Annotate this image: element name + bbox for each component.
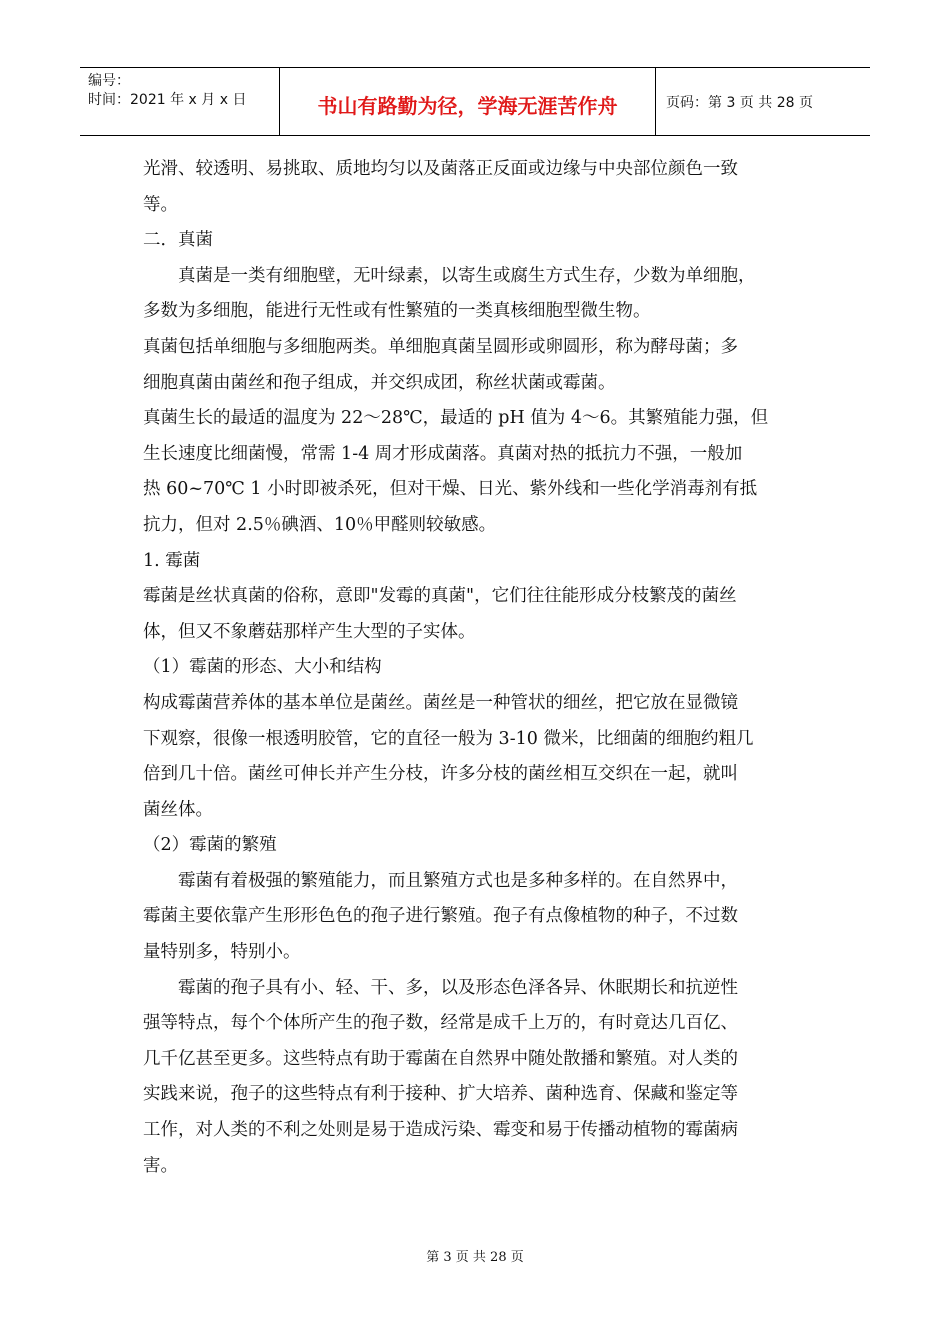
body-line: 霉菌主要依靠产生形形色色的孢子进行繁殖。孢子有点像植物的种子，不过数 xyxy=(143,906,738,927)
section-heading: 二．真菌 xyxy=(143,230,213,251)
header-meta xyxy=(80,68,280,135)
body-line: 害。 xyxy=(143,1155,178,1176)
number-label: 编号： xyxy=(88,73,130,89)
body-line: 菌丝体。 xyxy=(143,799,213,820)
body-line: 真菌是一类有细胞壁，无叶绿素，以寄生或腐生方式生存，少数为单细胞， xyxy=(143,265,756,286)
motto-text: 书山有路勤为径，学海无涯苦作舟 xyxy=(317,94,618,118)
time-label: 时间：2021 年 x 月 x 日 xyxy=(88,92,247,108)
body-line: 热 60~70℃ 1 小时即被杀死，但对干燥、日光、紫外线和一些化学消毒剂有抵 xyxy=(143,479,758,500)
body-line: 等。 xyxy=(143,194,178,215)
body-line: 体，但又不象蘑菇那样产生大型的子实体。 xyxy=(143,621,476,642)
body-line: 细胞真菌由菌丝和孢子组成，并交织成团，称丝状菌或霉菌。 xyxy=(143,372,616,393)
header-page-cell xyxy=(656,68,870,135)
body-line: 实践来说，孢子的这些特点有利于接种、扩大培养、菌种选育、保藏和鉴定等 xyxy=(143,1084,738,1105)
body-line: 强等特点，每个个体所产生的孢子数，经常是成千上万的，有时竟达几百亿、 xyxy=(143,1013,738,1034)
body-line: 霉菌是丝状真菌的俗称，意即"发霉的真菌"，它们往往能形成分枝繁茂的菌丝 xyxy=(143,586,737,607)
page-header xyxy=(80,67,870,136)
subsection-heading: （2）霉菌的繁殖 xyxy=(143,835,277,856)
body-line: 真菌包括单细胞与多细胞两类。单细胞真菌呈圆形或卵圆形，称为酵母菌；多 xyxy=(143,336,738,357)
body-line: 真菌生长的最适的温度为 22～28℃，最适的 pH 值为 4～6。其繁殖能力强，但 xyxy=(143,408,769,429)
body-line: 生长速度比细菌慢，常需 1-4 周才形成菌落。真菌对热的抵抗力不强，一般加 xyxy=(143,443,743,464)
page-footer: 第 3 页 共 28 页 xyxy=(426,1250,524,1265)
body-line: 霉菌的孢子具有小、轻、干、多，以及形态色泽各异、休眠期长和抗逆性 xyxy=(143,977,738,998)
header-motto-cell xyxy=(280,68,656,135)
document-body xyxy=(143,152,813,1184)
body-line: 光滑、较透明、易挑取、质地均匀以及菌落正反面或边缘与中央部位颜色一致 xyxy=(143,159,738,179)
body-line: 多数为多细胞，能进行无性或有性繁殖的一类真核细胞型微生物。 xyxy=(143,301,651,322)
body-line: 倍到几十倍。菌丝可伸长并产生分枝，许多分枝的菌丝相互交织在一起，就叫 xyxy=(143,764,738,785)
body-line: 霉菌有着极强的繁殖能力，而且繁殖方式也是多种多样的。在自然界中， xyxy=(143,870,738,891)
page-number-label: 页码：第 3 页 共 28 页 xyxy=(666,94,813,111)
subsection-heading: （1）霉菌的形态、大小和结构 xyxy=(143,657,382,678)
body-line: 工作，对人类的不利之处则是易于造成污染、霉变和易于传播动植物的霉菌病 xyxy=(143,1120,738,1141)
subsection-heading: 1. 霉菌 xyxy=(143,550,201,571)
body-line: 量特别多，特别小。 xyxy=(143,942,301,963)
body-line: 几千亿甚至更多。这些特点有助于霉菌在自然界中随处散播和繁殖。对人类的 xyxy=(143,1048,738,1069)
body-line: 构成霉菌营养体的基本单位是菌丝。菌丝是一种管状的细丝，把它放在显微镜 xyxy=(143,692,738,713)
body-line: 抗力，但对 2.5％碘酒、10％甲醛则较敏感。 xyxy=(143,514,497,535)
body-line: 下观察，很像一根透明胶管，它的直径一般为 3-10 微米，比细菌的细胞约粗几 xyxy=(143,728,754,749)
